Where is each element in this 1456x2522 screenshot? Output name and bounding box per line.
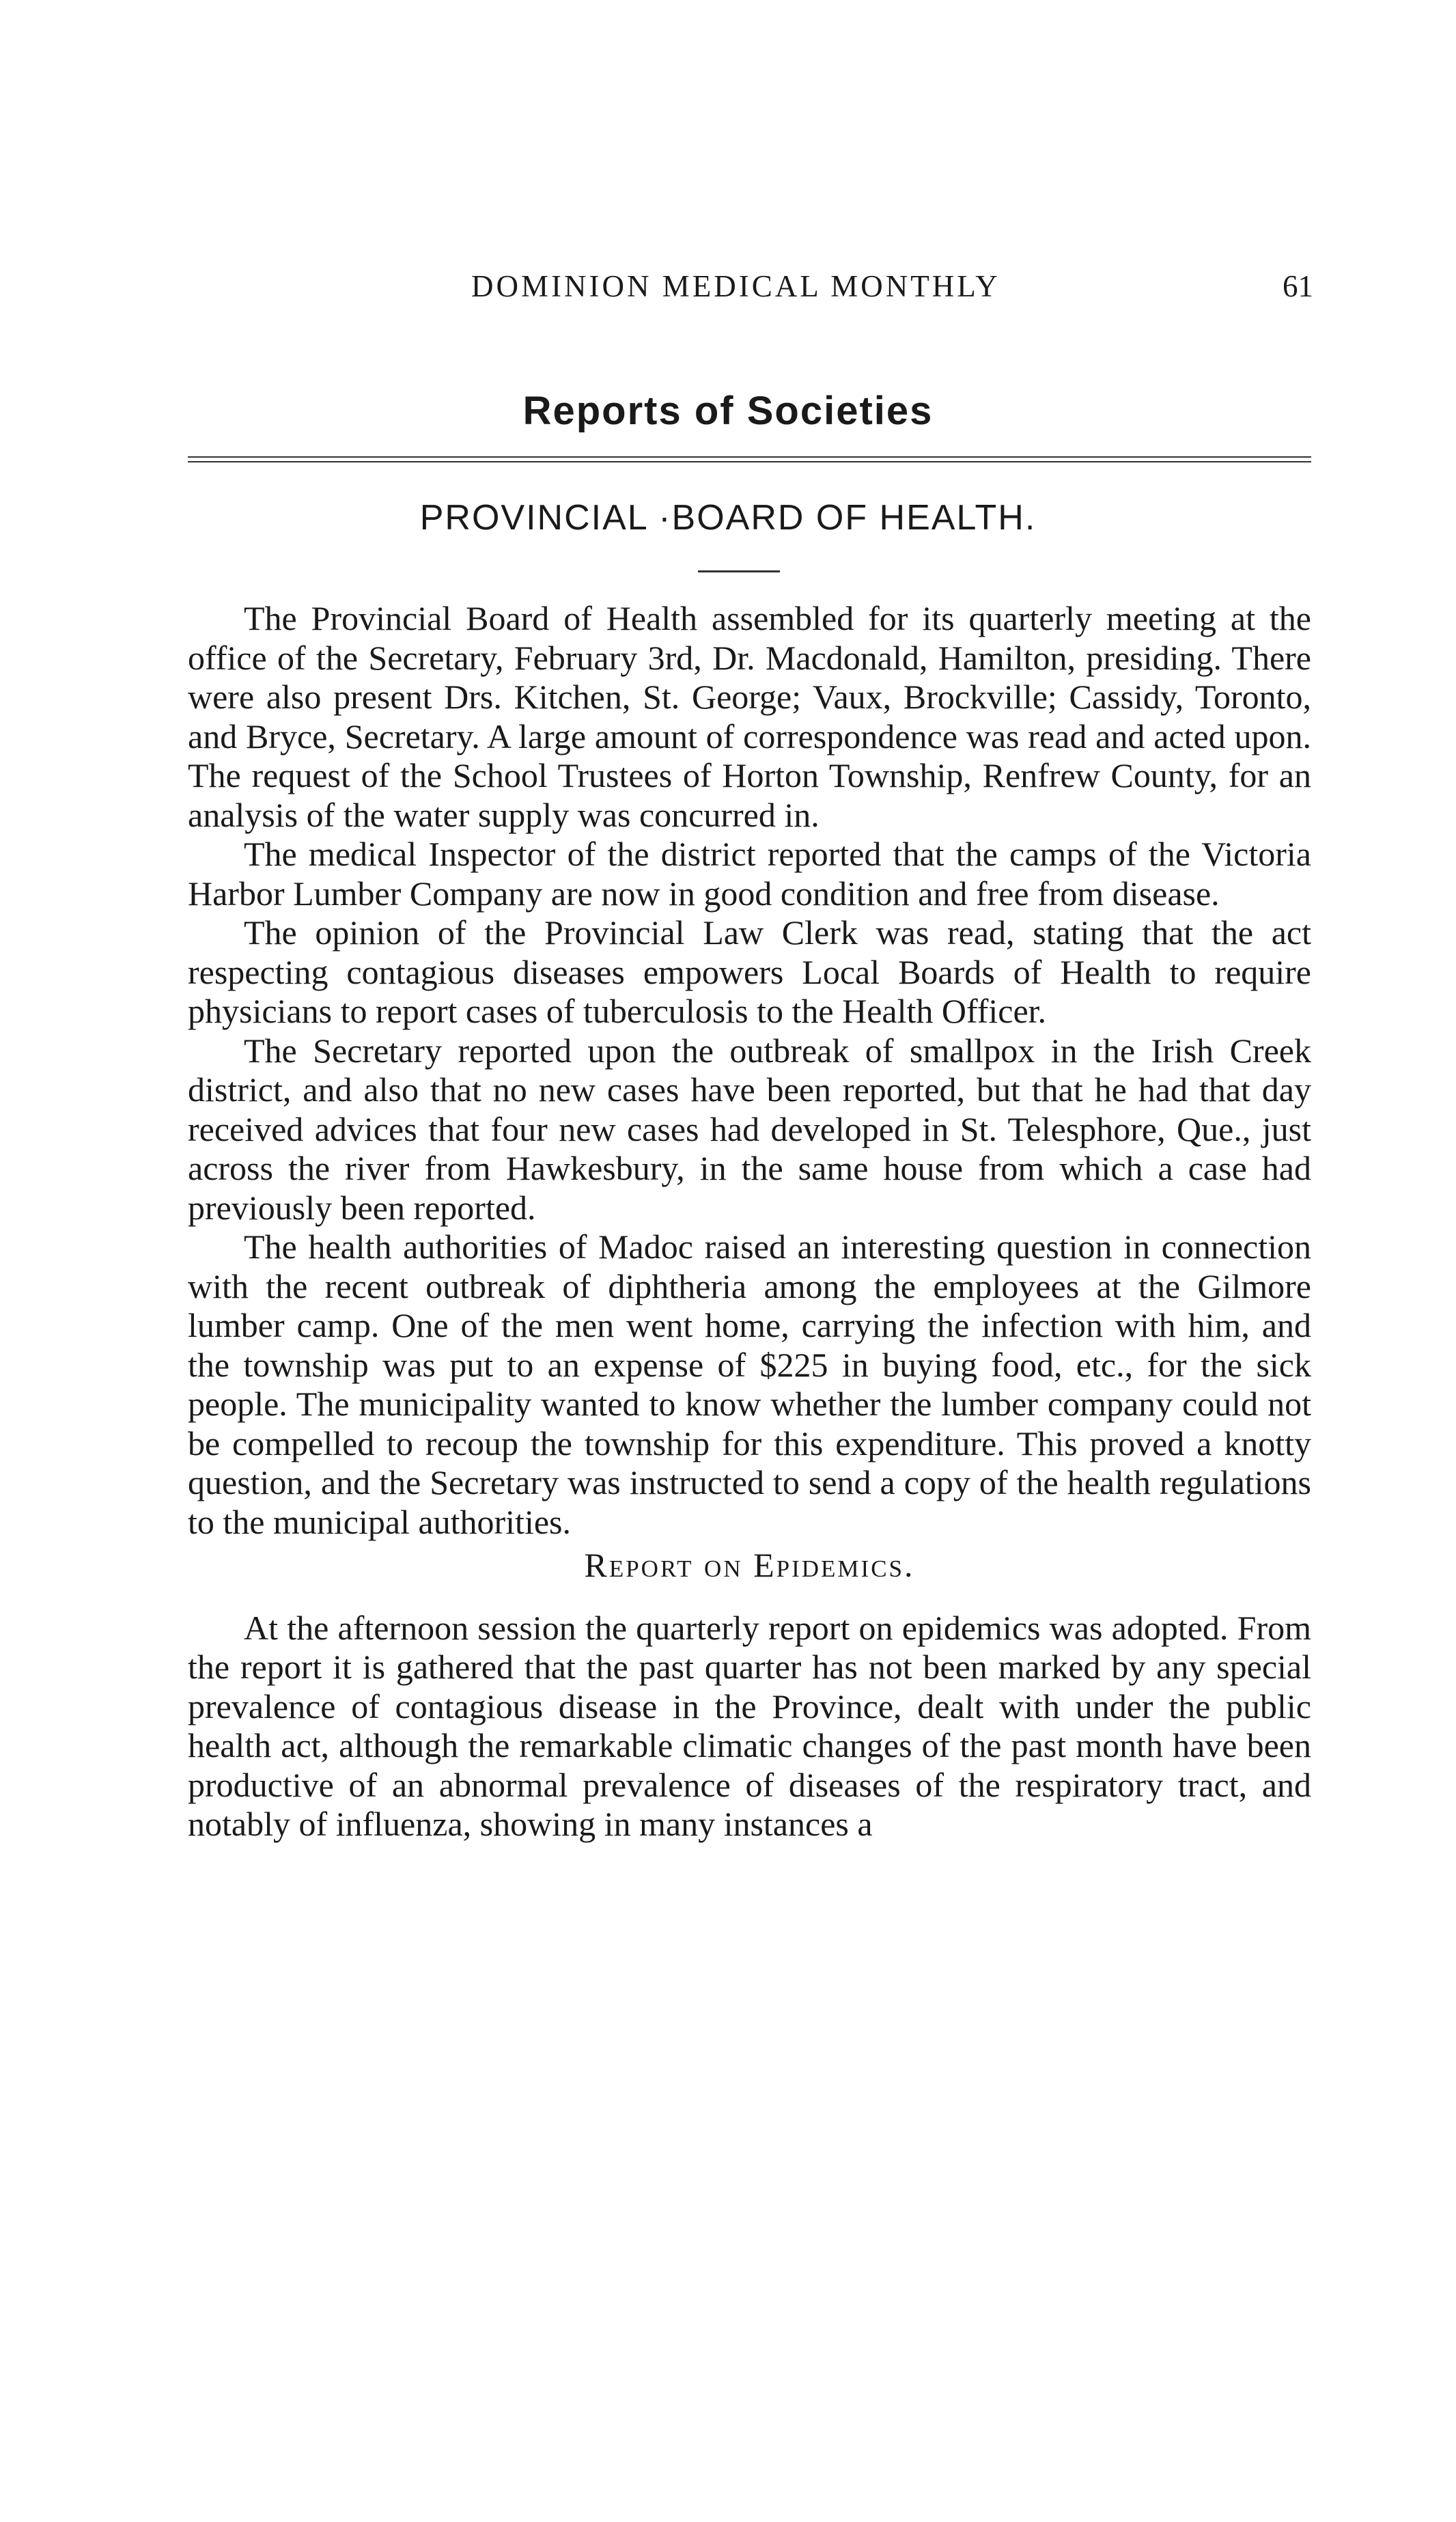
paragraph-law-clerk: The opinion of the Provincial Law Clerk was read, stating that the act respecting contagious diseases empowers Local Boards of Health to require physicians to report cases of tuberculosis to the Health Officer.: [188, 913, 1311, 1030]
paragraph-epidemics: At the afternoon session the quarterly report on epidemics was adopted. From the report it is gathered that the past quarter has not been marked by any special prevalence of contagious disease in the Province, dealt with under the public health act, although the remarkable climatic changes of the past month have been productive of an abnormal prevalence of diseases of the respiratory tract, and notably of influenza, showing in many instances a: [188, 1608, 1311, 1843]
paragraph-inspector: The medical Inspector of the district reported that the camps of the Victoria Harbor Lumber Company are now in good condition and free from disease.: [188, 835, 1311, 913]
paragraph-madoc: The health authorities of Madoc raised an interesting question in connection with the recent outbreak of diphtheria among the employees at the Gilmore lumber camp. One of the men went home, carrying the infection with him, and the township was put to an expense of $225 in buying food, etc., for the sick people. The municipality wanted to know whether the lumber company could not be compelled to recoup the township for this expenditure. This proved a knotty question, and the Secretary was instructed to send a copy of the health regulations to the municipal authorities.: [188, 1228, 1311, 1541]
short-rule-divider: [698, 570, 780, 572]
page-number: 61: [1283, 269, 1313, 303]
paragraph-meeting: The Provincial Board of Health assembled for its quarterly meeting at the office of the Secretary, February 3rd, Dr. Macdonald, Hamilton, presiding. There were also present Drs. Kitchen, St. George; Vaux, Brockville; Cassidy, Toronto, and Bryce, Secretary. A large amount of correspondence was read and acted upon. The request of the School Trustees of Horton Township, Renfrew County, for an analysis of the water supply was concurred in.: [188, 599, 1311, 834]
article-title: PROVINCIAL ·BOARD OF HEALTH.: [419, 498, 1037, 538]
subheading-epidemics: Report on Epidemics.: [584, 1546, 915, 1584]
article-body: [188, 599, 1311, 1844]
double-rule-divider: [188, 456, 1311, 462]
paragraph-smallpox: The Secretary reported upon the outbreak of smallpox in the Irish Creek district, and also that no new cases have been reported, but that he had that day received advices that four new cases had developed in St. Telesphore, Que., just across the river from Hawkesbury, in the same house from which a case had previously been reported.: [188, 1031, 1311, 1227]
section-title: Reports of Societies: [522, 389, 934, 433]
running-head: DOMINION MEDICAL MONTHLY: [471, 269, 1000, 303]
